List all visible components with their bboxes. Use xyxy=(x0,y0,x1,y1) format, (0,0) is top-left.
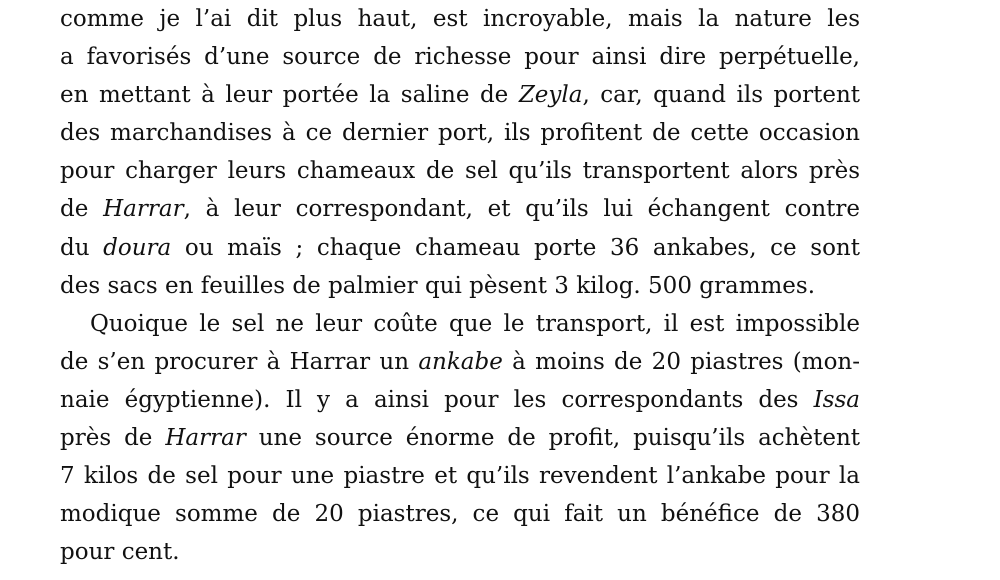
text-line xyxy=(60,343,860,381)
text-segment: naie égyptienne). Il y a ainsi pour les correspondants des xyxy=(60,386,814,413)
italic-term: Zeyla xyxy=(518,82,583,109)
italic-term: doura xyxy=(103,234,172,261)
text-segment: de xyxy=(60,196,104,223)
text-line xyxy=(60,381,860,419)
text-segment: ou maïs ; chaque chameau porte 36 ankabes, ce sont xyxy=(171,234,860,261)
text-segment: , car, quand ils portent xyxy=(582,82,860,109)
text-segment: de s’en procurer à Harrar un xyxy=(60,348,419,375)
text-line xyxy=(60,419,860,457)
italic-term: Harrar xyxy=(103,196,184,223)
text-line xyxy=(60,114,860,152)
text-line xyxy=(60,0,860,38)
text-segment: pour cent. xyxy=(60,539,180,566)
text-segment: modique somme de 20 piastres, ce qui fait un bénéfice de 380 xyxy=(60,501,860,528)
text-segment: pour charger leurs chameaux de sel qu’ils transportent alors près xyxy=(60,158,860,185)
text-segment: a favorisés d’une source de richesse pour ainsi dire perpétuelle, xyxy=(60,44,860,71)
text-segment: une source énorme de profit, puisqu’ils achètent xyxy=(245,425,860,452)
text-segment: à moins de 20 piastres (mon- xyxy=(502,348,860,375)
text-line xyxy=(60,76,860,114)
text-segment: Quoique le sel ne leur coûte que le transport, il est impossible xyxy=(90,310,860,337)
text-line xyxy=(60,533,860,571)
text-segment: des sacs en feuilles de palmier qui pèsent 3 kilog. 500 grammes. xyxy=(60,272,816,299)
text-segment: , à leur correspondant, et qu’ils lui échangent contre xyxy=(183,196,860,223)
text-line xyxy=(60,305,860,343)
body-text xyxy=(60,0,860,571)
text-segment: en mettant à leur portée la saline de xyxy=(60,82,519,109)
text-line xyxy=(60,229,860,267)
text-line xyxy=(60,457,860,495)
text-segment: comme je l’ai dit plus haut, est incroyable, mais la nature les xyxy=(60,6,860,32)
paragraph-2 xyxy=(60,305,860,572)
text-line xyxy=(60,495,860,533)
paragraph-1 xyxy=(60,0,860,305)
text-line xyxy=(60,152,860,190)
text-segment: près de xyxy=(60,425,166,452)
text-line xyxy=(60,267,860,305)
italic-term: Issa xyxy=(813,386,860,413)
text-line xyxy=(60,38,860,76)
text-segment: des marchandises à ce dernier port, ils profitent de cette occasion xyxy=(60,120,860,147)
text-line xyxy=(60,190,860,228)
italic-term: Harrar xyxy=(165,425,246,452)
text-segment: du xyxy=(60,234,104,261)
italic-term: ankabe xyxy=(418,348,503,375)
text-segment: 7 kilos de sel pour une piastre et qu’ils revendent l’ankabe pour la xyxy=(60,463,860,490)
